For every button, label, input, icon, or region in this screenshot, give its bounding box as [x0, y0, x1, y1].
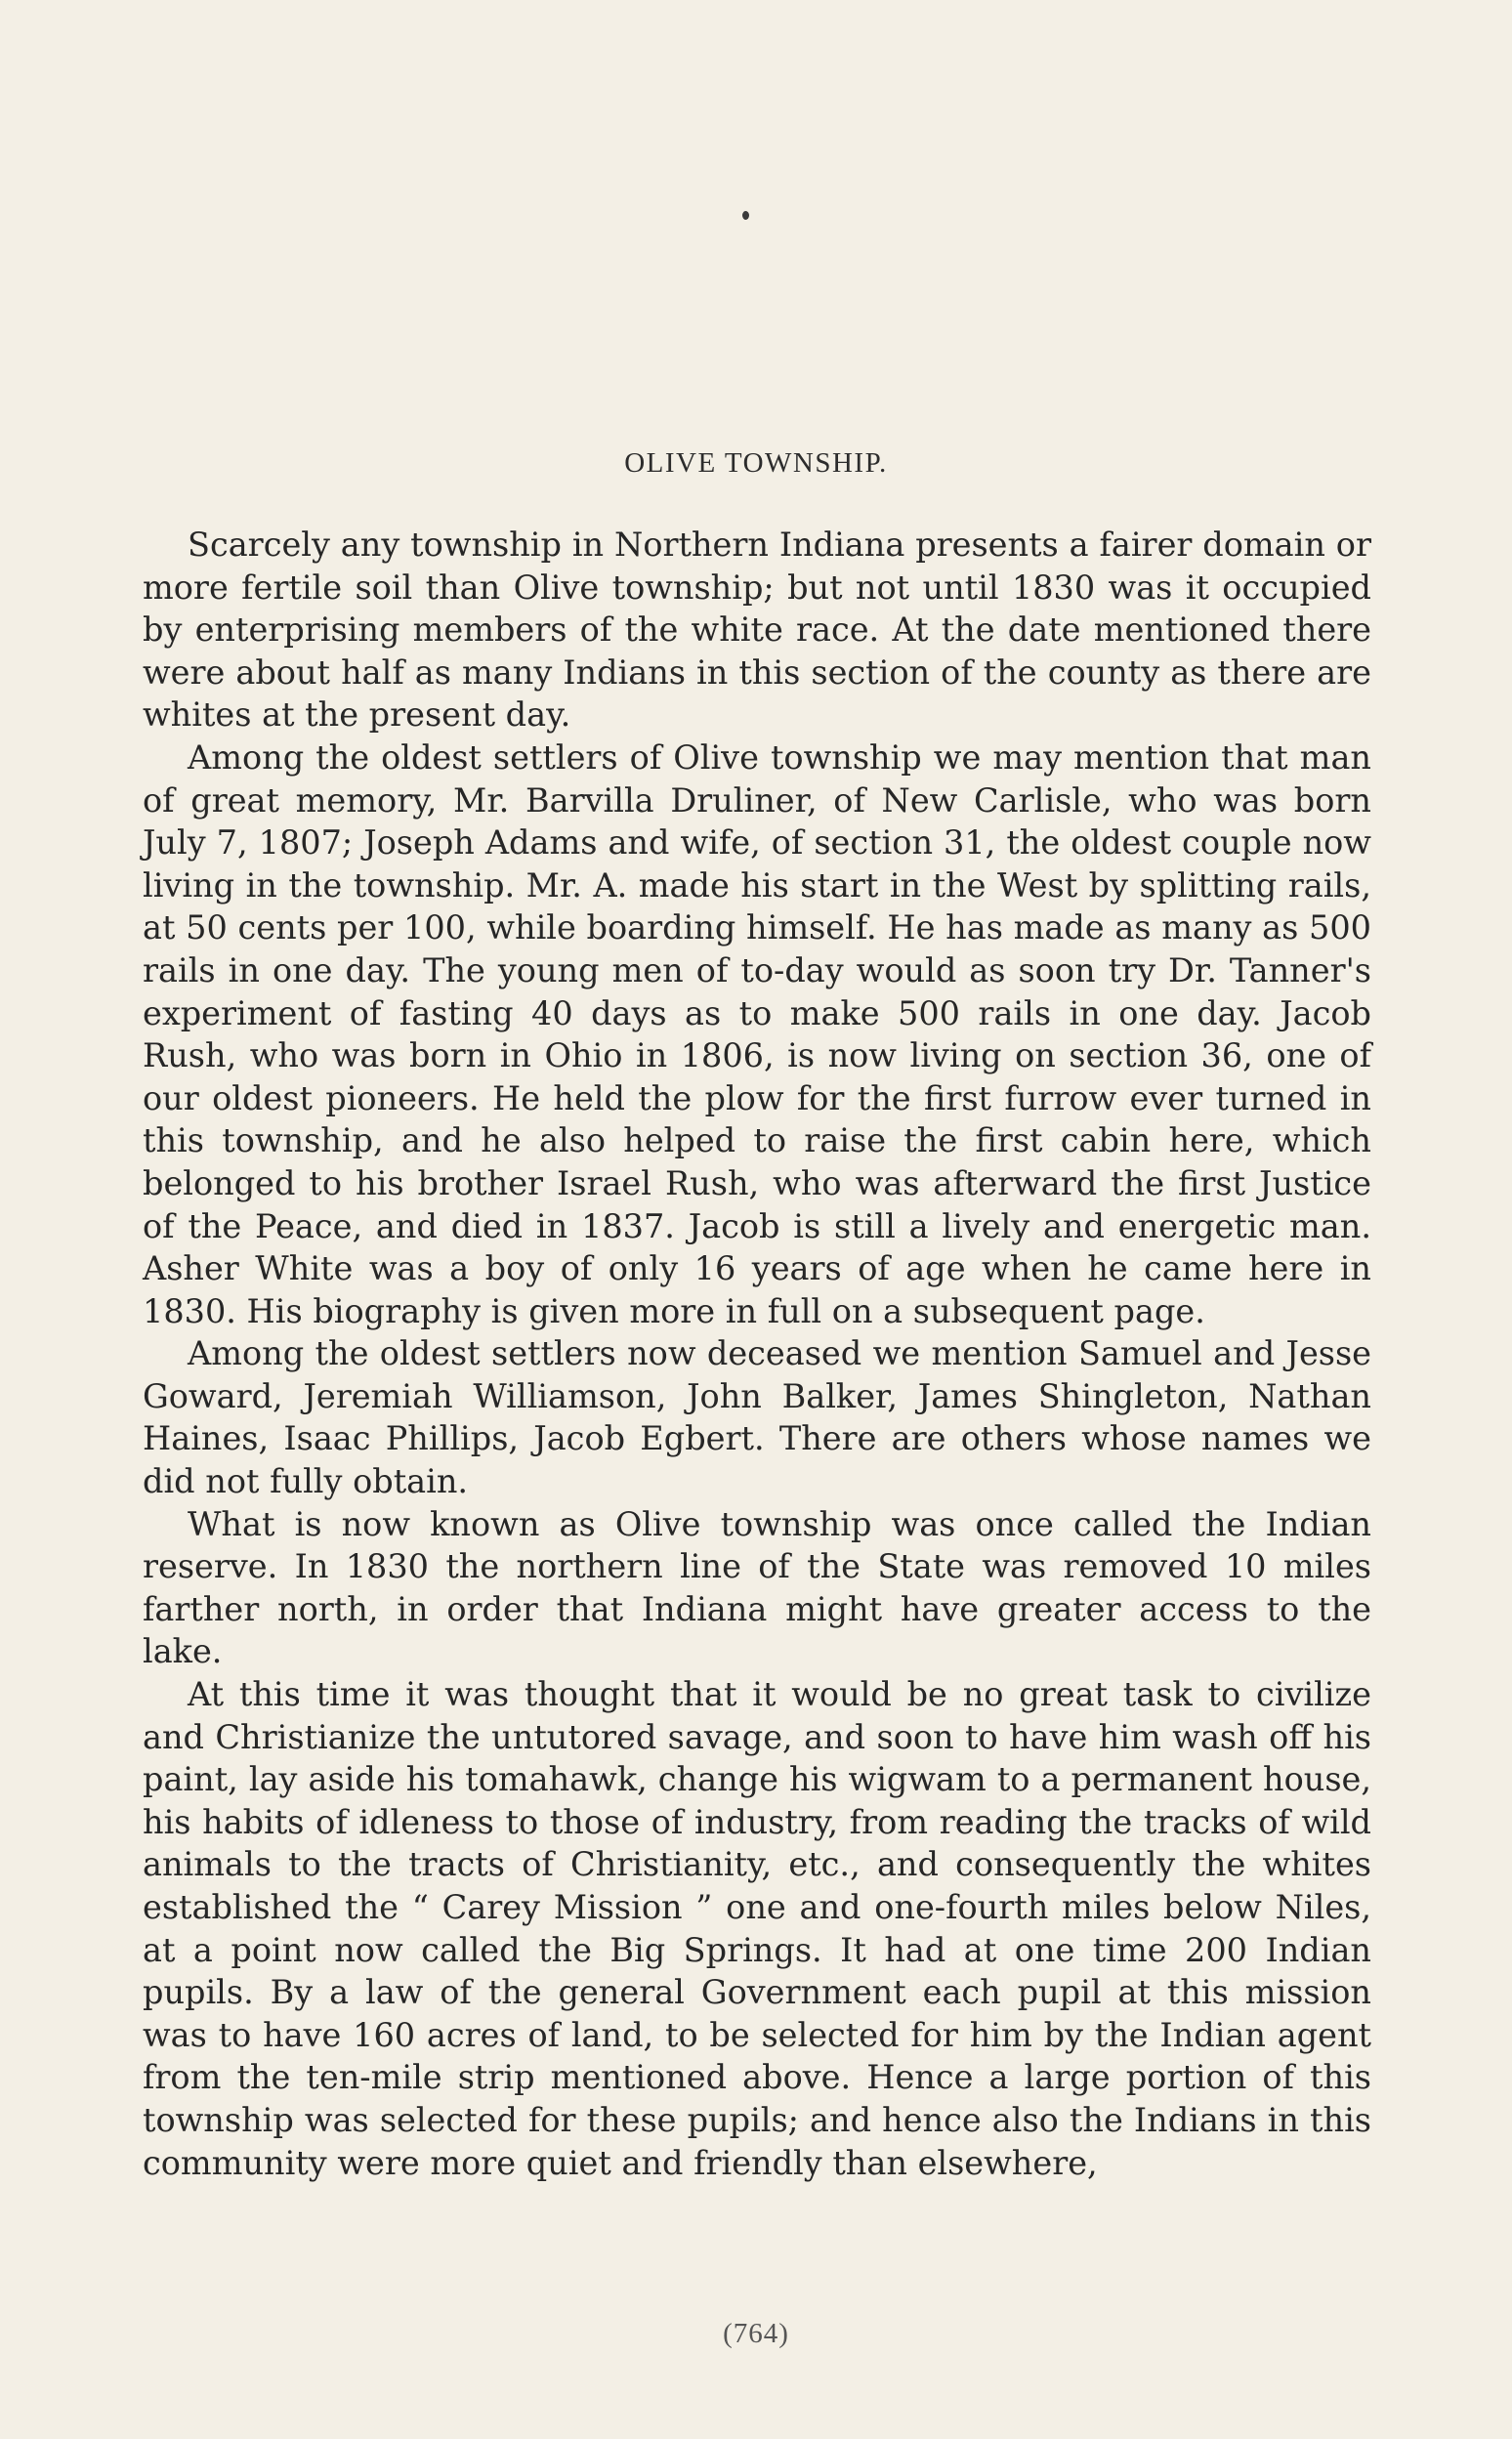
ink-speck	[742, 211, 749, 220]
body-text	[143, 524, 1371, 2184]
paragraph: Among the oldest settlers now deceased we mention Samuel and Jesse Goward, Jeremiah Williamson, John Balker, James Shingleton, Nathan Haines, Isaac Phillips, Jacob Egbert. There are others whose names we did not fully obtain.	[143, 1334, 1371, 1501]
paragraph: What is now known as Olive township was once called the Indian reserve. In 1830 the northern line of the State was removed 10 miles farther north, in order that Indiana might have greater access to the lake.	[143, 1504, 1371, 1671]
paragraph: Among the oldest settlers of Olive township we may mention that man of great memory, Mr. Barvilla Druliner, of New Carlisle, who was born July 7, 1807; Joseph Adams and wife, of section 31, the oldest couple now living in the township. Mr. A. made his start in the West by splitting rails, at 50 cents per 100, while boarding himself. He has made as many as 500 rails in one day. The young men of to-day would as soon try Dr. Tanner's experiment of fasting 40 days as to make 500 rails in one day. Jacob Rush, who was born in Ohio in 1806, is now living on section 36, one of our oldest pioneers. He held the plow for the first furrow ever turned in this township, and he also helped to raise the first cabin here, which belonged to his brother Israel Rush, who was afterward the first Justice of the Peace, and died in 1837. Jacob is still a lively and energetic man. Asher White was a boy of only 16 years of age when he came here in 1830. His biography is given more in full on a subsequent page.	[143, 737, 1371, 1330]
paragraph: Scarcely any township in Northern Indiana presents a fairer domain or more fertile soil than Olive township; but not until 1830 was it occupied by enterprising members of the white race. At the date mentioned there were about half as many Indians in this section of the county as there are whites at the present day.	[143, 526, 1371, 735]
paragraph: At this time it was thought that it would be no great task to civilize and Christianize the untutored savage, and soon to have him wash off his paint, lay aside his tomahawk, change his wigwam to a permanent house, his habits of idleness to those of industry, from reading the tracks of wild animals to the tracts of Christianity, etc., and consequently the whites established the “ Carey Mission ” one and one-fourth miles below Niles, at a point now called the Big Springs. It had at one time 200 Indian pupils. By a law of the general Government each pupil at this mission was to have 160 acres of land, to be selected for him by the Indian agent from the ten-mile strip mentioned above. Hence a large portion of this township was selected for these pupils; and hence also the Indians in this community were more quiet and friendly than elsewhere,	[143, 1675, 1371, 2182]
page-number: (764)	[723, 2318, 789, 2349]
chapter-heading: OLIVE TOWNSHIP.	[624, 447, 888, 479]
